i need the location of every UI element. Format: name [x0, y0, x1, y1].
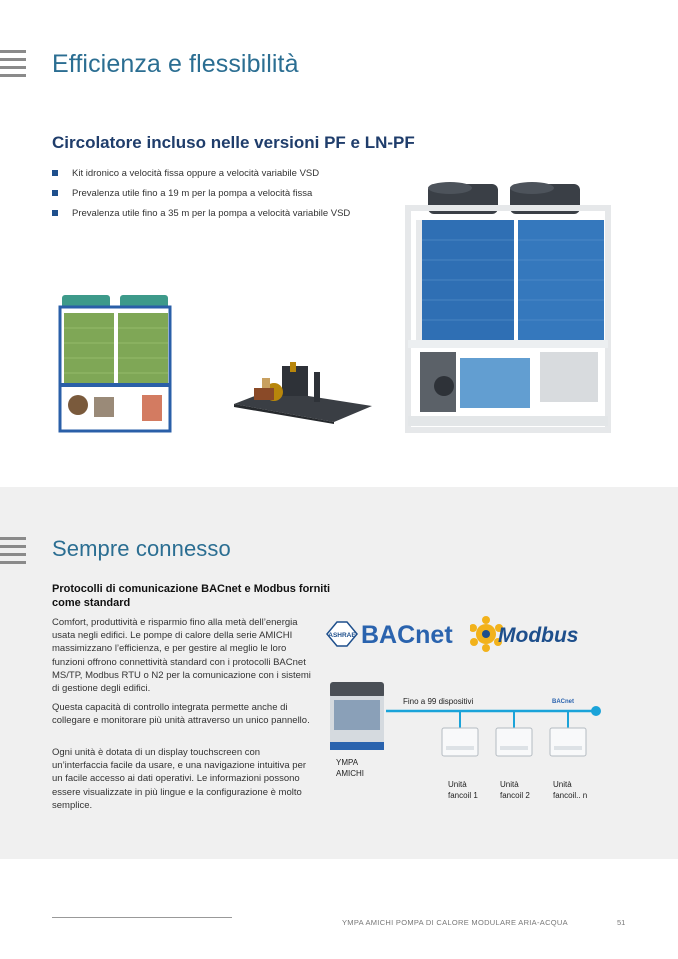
section-title-efficienza: Efficienza e flessibilità	[52, 50, 299, 78]
body-paragraph-2: Questa capacità di controllo integrata permette anche di collegare e monitorare più unità attraverso un unico pannello.	[52, 702, 310, 727]
feature-bullet-list	[52, 167, 352, 227]
ashrae-bacnet-logo	[323, 616, 457, 652]
footer-title: YMPA AMICHI POMPA DI CALORE MODULARE ARIA-ACQUA	[342, 918, 568, 927]
modbus-wordmark: Modbus	[498, 624, 579, 647]
fancoil-label-1: Unità fancoil 1	[448, 780, 478, 800]
heat-pump-unit-image	[400, 180, 618, 435]
fancoil-label-2: Unità fancoil 2	[500, 780, 530, 800]
body-paragraph-3: Ogni unità è dotata di un display touchscreen con un’interfaccia facile da usare, e una navigazione intuitiva per un facile accesso ai dati operativi. Le informazioni possono essere visualizzate in più lingue e la configurazione è molto semplice.	[52, 747, 307, 811]
ympa-amichi-unit-icon	[330, 682, 384, 750]
protocols-heading: Protocolli di comunicazione BACnet e Modbus forniti come standard	[52, 583, 331, 609]
twin-unit-image	[56, 293, 174, 433]
fancoil-unit-icon	[442, 728, 478, 756]
network-diagram	[326, 676, 606, 786]
bus-end-dot	[591, 706, 601, 716]
footer-divider	[52, 917, 232, 918]
main-unit-label: YMPA AMICHI	[336, 758, 364, 778]
pump-skid-image	[234, 360, 372, 424]
bullet-item: Prevalenza utile fino a 19 m per la pompa a velocità fissa	[52, 187, 352, 200]
fancoil-unit-icon	[496, 728, 532, 756]
bullet-square-icon	[52, 210, 58, 216]
fancoil-label-n: Unità fancoil.. n	[553, 780, 588, 800]
bus-bacnet-label: BACnet	[552, 699, 574, 705]
bullet-square-icon	[52, 170, 58, 176]
page-number: 51	[617, 918, 626, 927]
devices-count-label: Fino a 99 dispositivi	[403, 697, 474, 706]
section-stripes-icon	[0, 50, 26, 82]
bullet-item: Kit idronico a velocità fissa oppure a velocità variabile VSD	[52, 167, 352, 180]
bullet-square-icon	[52, 190, 58, 196]
modbus-logo	[470, 614, 594, 654]
section-title-sempre-connesso: Sempre connesso	[52, 536, 231, 561]
svg-text:ASHRAE: ASHRAE	[328, 632, 356, 639]
fancoil-unit-icon	[550, 728, 586, 756]
section-stripes-icon	[0, 537, 26, 569]
ashrae-logo-icon	[327, 622, 357, 646]
subheading-circolatore: Circolatore incluso nelle versioni PF e LN-PF	[52, 133, 415, 152]
bullet-item: Prevalenza utile fino a 35 m per la pompa a velocità variabile VSD	[52, 207, 352, 220]
body-paragraph-1: Comfort, produttività e risparmio fino alla metà dell’energia usata negli edifici. Le pompe di calore della serie AMICHI massimizzano l’efficienza, e per gestire al meglio le loro funzioni offrono connettività standard con i protocolli BACnet MS/TP, Modbus RTU o N2 per la comunicazione con i sistemi di gestione degli edifici.	[52, 617, 311, 695]
bacnet-wordmark: BACnet	[361, 621, 453, 649]
